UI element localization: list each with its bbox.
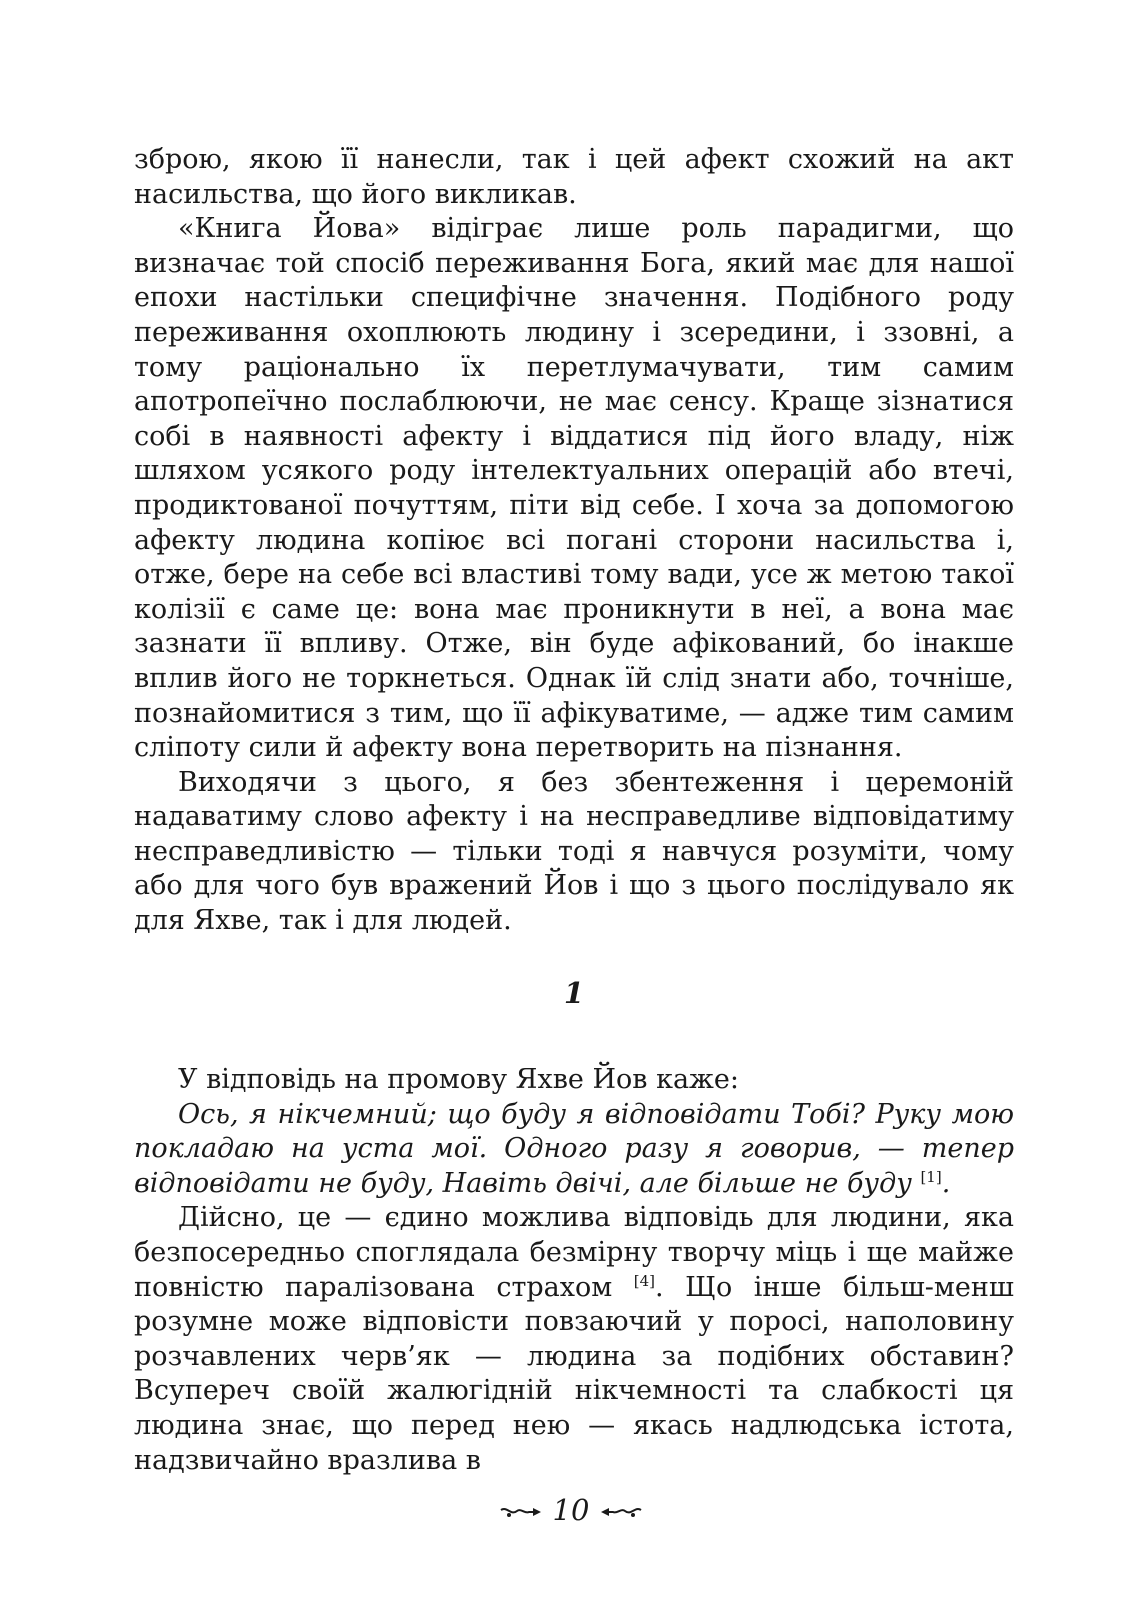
intro-line: У відповідь на промову Яхве Йов каже: — [178, 1064, 739, 1095]
paragraph-continuation: зброю, якою її нанесли, так і цей афект схожий на акт насильства, що його викликав. — [134, 144, 1014, 210]
page-footer — [0, 1493, 1142, 1527]
paragraph-conclusion: Виходячи з цього, я без збентеження і церемоній надаватиму слово афекту і на несправедливе відповідатиму несправедливістю — тільки тоді я навчуся розуміти, чому або для чого був вражений Йов і що з цього послідувало як для Яхве, так і для людей. — [134, 766, 1014, 937]
job-quote — [134, 1098, 1014, 1202]
right-ornament-icon — [599, 1502, 643, 1522]
section-body — [134, 1063, 1014, 1478]
quote-text: Ось, я нікчемний; що буду я відповідати Тобі? Руку мою покладаю на уста мої. Одного разу я говорив, — тепер відповідати не буду, Навіть двічі, але більше не буду — [134, 1098, 1014, 1199]
paragraph-answer — [134, 1201, 1014, 1478]
answer-text-start: Дійсно, це — єдино можлива відповідь для людини, яка безпосередньо споглядала безмірну творчу міць і ще майже повністю паралізована страхом — [134, 1202, 1014, 1303]
footnote-ref-1: [1] — [920, 1167, 942, 1186]
quote-end: . — [941, 1167, 951, 1199]
answer-text-end: . Що інше більш-менш розумне може відповісти повзаючий у поросі, наполовину розчавлених черв’як — людина за подібних обставин? Всупереч своїй жалюгідній нікчемності та слабкості ця людина знає, що перед нею — якась надлюдська істота, надзвичайно вразлива в — [134, 1271, 1014, 1476]
page-number: 10 — [552, 1493, 590, 1527]
section-number: 1 — [563, 976, 585, 1010]
paragraph-book-of-job: «Книга Йова» відіграє лише роль парадигми, що визначає той спосіб переживання Бога, який має для нашої епохи настільки специфічне значення. Подібного роду переживання охоплюють людину і зсередини, і ззовні, а тому раціонально їх перетлумачувати, тим самим апотропеїчно послаблюючи, не має сенсу. Краще зізнатися собі в наявності афекту і віддатися під його владу, ніж шляхом усякого роду інтелектуальних операцій або втечі, продиктованої почуттям, піти від себе. І хоча за допомогою афекту людина копіює всі погані сторони насильства і, отже, бере на себе всі властиві тому вади, усе ж метою такої колізії є саме це: вона має проникнути в неї, а вона має зазнати її впливу. Отже, він буде афікований, бо інакше вплив його не торкнеться. Однак їй слід знати або, точніше, познайомитися з тим, що її афікуватиме, — адже тим самим сліпоту сили й афекту вона перетворить на пізнання. — [134, 213, 1014, 764]
footnote-ref-4: [4] — [633, 1271, 656, 1290]
page-body — [134, 143, 1014, 1476]
left-ornament-icon — [499, 1502, 543, 1522]
